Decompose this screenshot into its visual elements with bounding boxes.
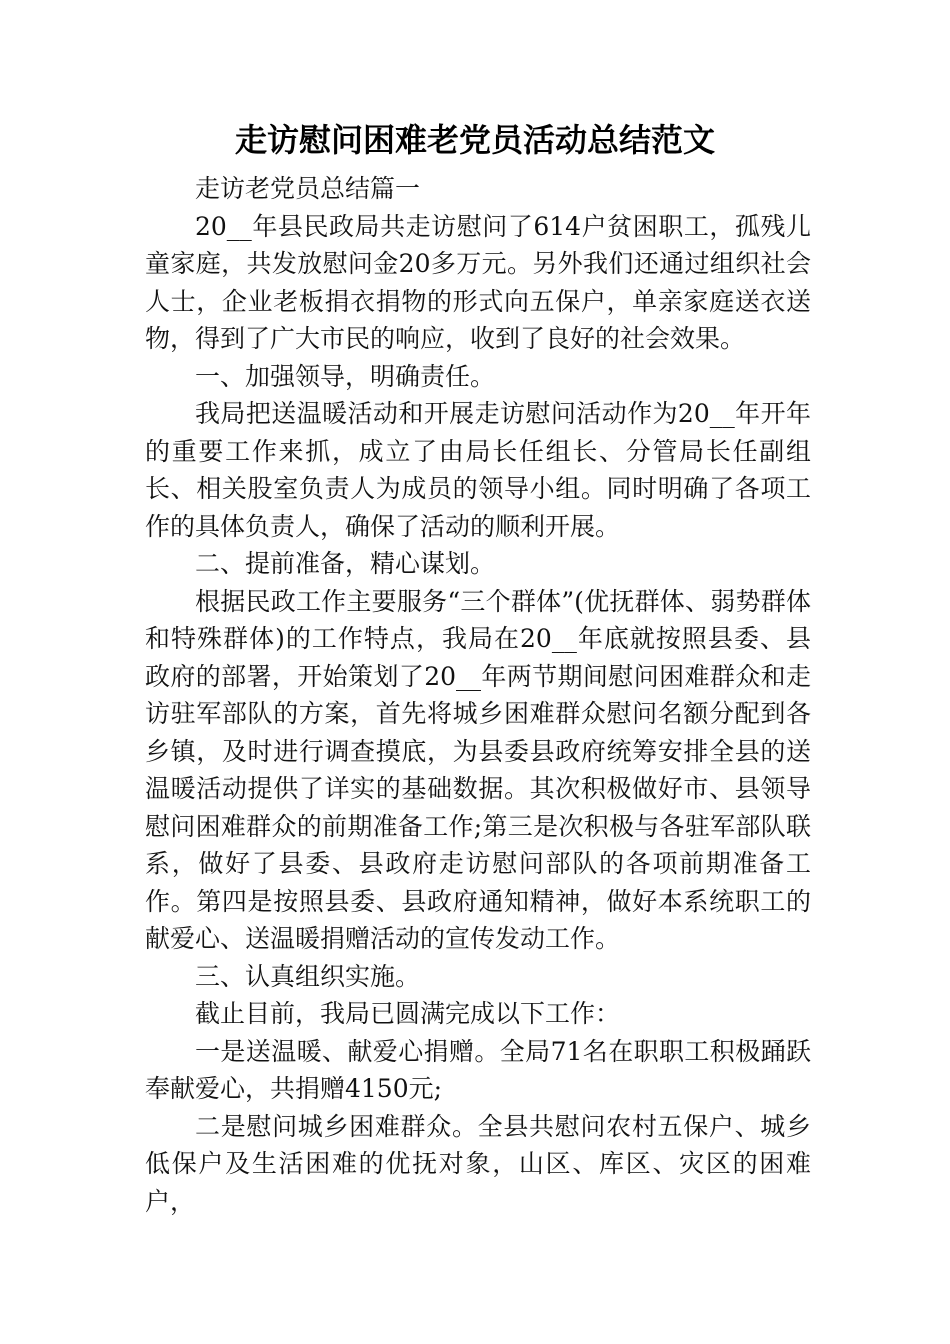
paragraph: 20__年县民政局共走访慰问了614户贫困职工，孤残儿童家庭，共发放慰问金20多万元。另外我们还通过组织社会人士，企业老板捐衣捐物的形式向五保户，单亲家庭送衣送物，得到了广大市民的响应，收到了良好的社会效果。 — [145, 211, 811, 353]
paragraph: 根据民政工作主要服务“三个群体”(优抚群体、弱势群体和特殊群体)的工作特点，我局在20__年底就按照县委、县政府的部署，开始策划了20__年两节期间慰问困难群众和走访驻军部队的方案，首先将城乡困难群众慰问名额分配到各乡镇，及时进行调查摸底，为县委县政府统筹安排全县的送温暖活动提供了详实的基础数据。其次积极做好市、县领导慰问困难群众的前期准备工作;第三是次积极与各驻军部队联系，做好了县委、县政府走访慰问部队的各项前期准备工作。第四是按照县委、县政府通知精神，做好本系统职工的献爱心、送温暖捐赠活动的宣传发动工作。 — [145, 586, 811, 953]
section-heading: 二、提前准备，精心谋划。 — [195, 549, 496, 578]
paragraph: 截止目前，我局已圆满完成以下工作： — [195, 999, 621, 1028]
document-title: 走访慰问困难老党员活动总结范文 — [234, 121, 715, 159]
section-heading: 一、加强领导，明确责任。 — [195, 361, 496, 391]
paragraph: 一是送温暖、献爱心捐赠。全局71名在职职工积极踊跃奉献爱心，共捐赠4150元; — [145, 1036, 811, 1103]
section-heading: 三、认真组织实施。 — [195, 961, 421, 991]
paragraph: 我局把送温暖活动和开展走访慰问活动作为20__年开年的重要工作来抓，成立了由局长任组长、分管局长任副组长、相关股室负责人为成员的领导小组。同时明确了各项工作的具体负责人，确保了活动的顺利开展。 — [145, 399, 811, 541]
paragraph: 二是慰问城乡困难群众。全县共慰问农村五保户、城乡低保户及生活困难的优抚对象，山区、库区、灾区的困难户， — [145, 1111, 811, 1216]
section-heading: 走访老党员总结篇一 — [195, 174, 421, 203]
document-body — [145, 170, 811, 1220]
